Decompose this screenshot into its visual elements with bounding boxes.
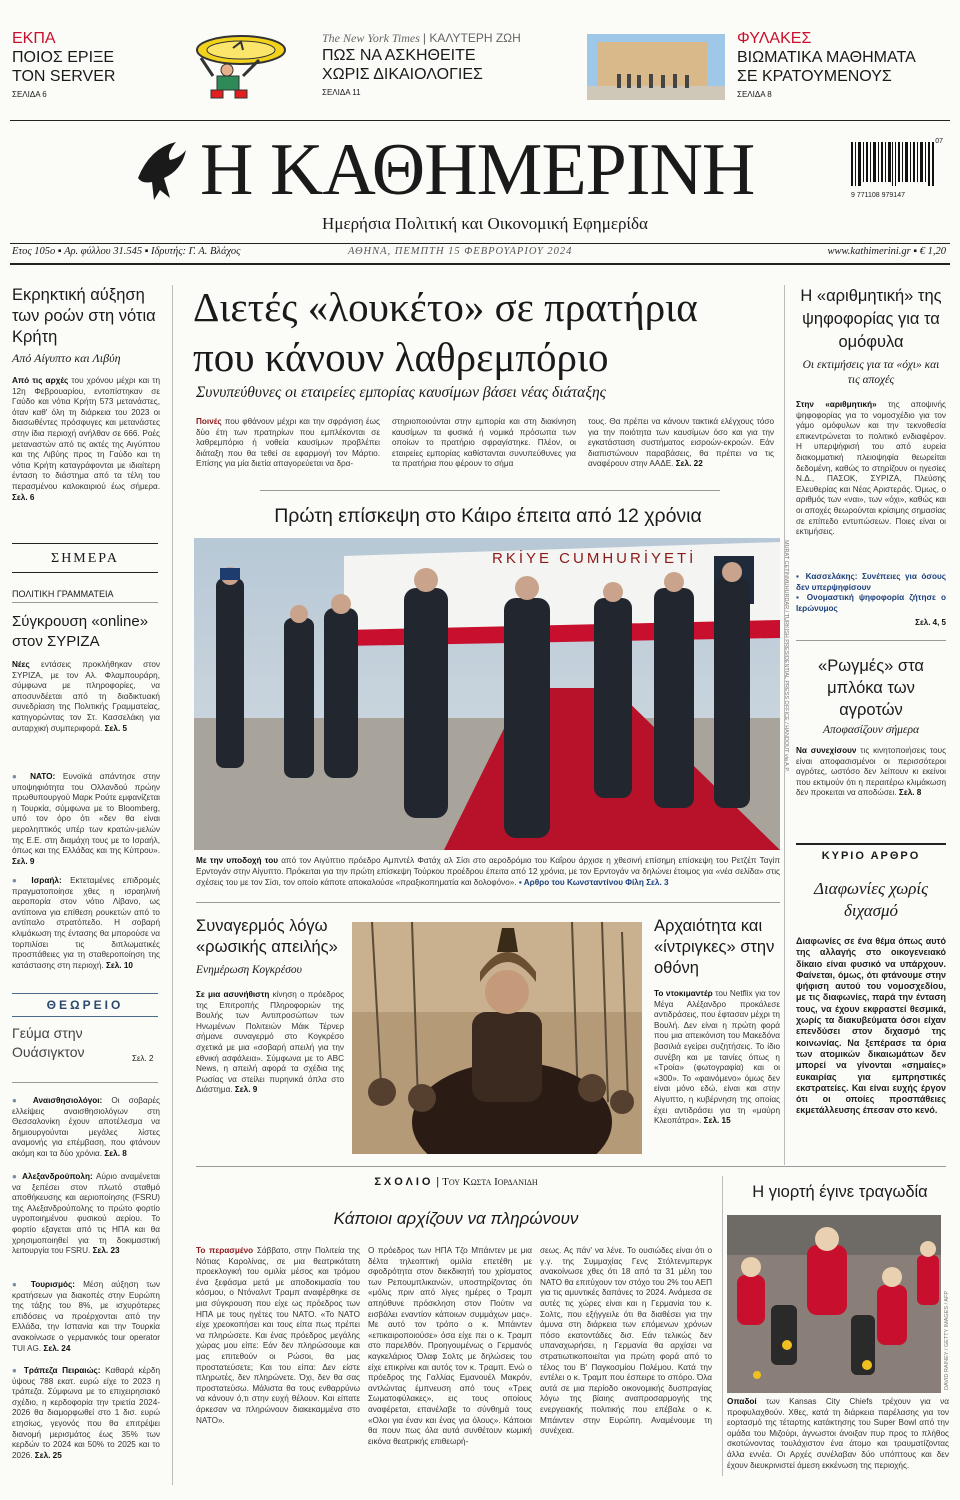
teaser-title: ΒΙΩΜΑΤΙΚΑ ΜΑΘΗΜΑΤΑ bbox=[737, 49, 916, 66]
masthead-divider bbox=[10, 243, 950, 244]
russia-story bbox=[196, 916, 344, 1128]
lead-headline-line: που κάνουν λαθρεμπόριο bbox=[193, 334, 609, 380]
today-label: ΣΗΜΕΡΑ bbox=[51, 551, 119, 566]
column-separator bbox=[722, 1176, 723, 1476]
ballot-bullet[interactable]: ▪ Ονομαστική ψηφοφορία ζήτησε ο Ιερώνυμος bbox=[796, 593, 946, 613]
teaser-title: ΣΕ ΚΡΑΤΟΥΜΕΝΟΥΣ bbox=[737, 68, 892, 85]
alexander-story bbox=[654, 916, 780, 1159]
barcode-issue: 07 bbox=[935, 138, 943, 145]
website-price[interactable]: www.kathimerini.gr ▪ € 1,20 bbox=[827, 246, 946, 257]
issue-date: ΑΘΗΝΑ, ΠΕΜΠΤΗ 15 ΦΕΒΡΟΥΑΡΙΟΥ 2024 bbox=[348, 246, 573, 257]
lead-body-col3: τους. Θα πρέπει να κάνουν τακτικά ελέγχους τόσο για την ποιότητα των καυσίμων όσο και για την εγκατάσταση συστήματος εισροών-εκροών. Εάν διαπιστώνουν παραβάσεις, θα πρέπει να τις αναφέρουν στην ΑΑΔΕ. Σελ. 22 bbox=[588, 417, 774, 469]
editorial-body: Διαφωνίες σε ένα θέμα όπως αυτό της αλλαγής στο οικογενειακό δίκαιο είναι φυσικό να υπάρχουν. Φαίνεται, όμως, ότι φτάνουμε στην ψήφιση αυτού του νομοσχεδίου, με τις διαφωνίες, παρά την ένταση τους, να έχουν εκφραστεί θεσμικά, χωρίς τα διακυβεύματα όσοι είχαν επενδύσει στον διχασμό της κοινωνίας. Να ξεπέρασε τα όρια των ατομικών δικαιωμάτων δεν μπορεί να γίνονται «σημαίες» ευκαιρίας για εμπρηστικές εκστρατείες. Και είναι ευχής έργον ότι οι οποίες προσπάθειες εκμετάλλευσης έπεσαν στο κενό. bbox=[796, 936, 946, 1116]
barcode bbox=[851, 138, 943, 202]
teaser-title: ΠΩΣ ΝΑ ΑΣΚΗΘΕΙΤΕ bbox=[322, 47, 476, 64]
theoreio-title[interactable]: Γεύμα στην Ουάσιγκτον bbox=[12, 1025, 85, 1060]
bullet-item[interactable]: ● ΝΑΤΟ: Ευνοϊκά απάντησε στην υποψηφιότητα του Ολλανδού πρώην πρωθυπουργού Μαρκ Ρούτε εμφανίζεται η Τουρκία, σύμφωνα με το Bloomberg, υπό τον όρο ότι «δεν θα είναι μεροληπτικός υπέρ των κρατών-μελών της Ε.Ε. στη διαμάχη τους με το Ισραήλ, όπως και της Ελλάδας και της Κύπρου». Σελ. 9 bbox=[12, 772, 160, 866]
left-divider bbox=[12, 572, 158, 573]
right-column-ballot bbox=[796, 285, 946, 627]
top-divider bbox=[10, 120, 950, 121]
lead-divider bbox=[260, 490, 720, 491]
teaser-title: ΧΩΡΙΣ ΔΙΚΑΙΟΛΟΓΙΕΣ bbox=[322, 66, 483, 83]
story-body: Να συνεχίσουν τις κινητοποιήσεις τους είναι αποφασισμένοι οι περισσότεροι αγρότες, ωστόσο δεν λείπουν κι εκείνοι που εκτιμούν ότι η περαιτέρω κλιμάκωση δεν προκειται να αποδώσει. Σελ. 8 bbox=[796, 746, 946, 798]
story-body: Από τις αρχές του χρόνου μέχρι και τη 12η Φεβρουαρίου, εντοπίστηκαν σε Γαύδο και νότια Κρήτη 573 μετανάστες, όταν καθ' όλη τη διάρκεια του 2023 οι διασωθέντες πρόσφυγες και μετανάστες στην ίδια περιοχή ανήλθαν σε 666. Ροές μεταναστών από τις ακτές της Αιγύπτου και της Λιβύης προς τη Γαύδο και τη νότια Κρήτη καταγράφονται με ιδιαίτερη ένταση το διάστημα από τα τέλη του περασμένου καλοκαιριού έως σήμερα. Σελ. 6 bbox=[12, 376, 160, 502]
story-title[interactable]: «Ρωγμές» στα μπλόκα των αγροτών bbox=[818, 657, 924, 719]
story-dek: Ενημέρωση Κογκρέσου bbox=[196, 964, 302, 976]
photo-headline[interactable]: Πρώτη επίσκεψη στο Κάιρο έπειτα από 12 χρόνια bbox=[274, 505, 702, 527]
commentary-title[interactable]: Κάποιοι αρχίζουν να πληρώνουν bbox=[333, 1209, 579, 1228]
left-column bbox=[12, 285, 160, 512]
festival-photo-credit: DAVID RAINEY / GETTY IMAGES / AFP bbox=[944, 1290, 950, 1390]
festival-caption: Οπαδοί των Kansas City Chiefs τρέχουν για να προφυλαχθούν. Χθες, κατά τη διάρκεια παρέλασης για τον εορτασμό της τέταρτης κατάκτησης του Super Bowl από την ομάδα του Μιζούρι, άγνωστοι άνοιξαν πυρ προς το πλήθος σκοτώνοντας τουλάχιστον ένα άτομο και τραυματίζοντας άλλα εννέα. Οι Αρχές συνέλαβαν δύο υπόπτους και δεν έχουν διευκρινιστεί άμεση εκκένωση της περιοχής. bbox=[727, 1397, 949, 1470]
left-bullets-1 bbox=[12, 772, 160, 982]
story-title[interactable]: Συναγερμός λόγω «ρωσικής απειλής» bbox=[196, 917, 338, 956]
masthead-divider-bottom bbox=[10, 263, 950, 265]
editorial-label: ΚΥΡΙΟ ΑΡΘΡΟ bbox=[821, 850, 921, 862]
left-column-syriza bbox=[12, 612, 160, 734]
commentary-header: ΣΧΟΛΙΟ | Του Κωστα Ιορδανιδη bbox=[374, 1176, 538, 1188]
teaser-illustration bbox=[183, 30, 303, 100]
lead-dek: Συνυπεύθυνες οι εταιρείες εμπορίας καυσίμων βάσει νέας διάταξης bbox=[196, 384, 606, 401]
barcode-number: 9 771108 979147 bbox=[851, 192, 905, 199]
story-title[interactable]: Εκρηκτική αύξηση των ροών στη νότια Κρήτη bbox=[12, 286, 156, 346]
commentary-label: ΣΧΟΛΙΟ bbox=[374, 1176, 434, 1188]
story-body: Σε μια ασυνήθιστη κίνηση ο πρόεδρος της Επιτροπής Πληροφοριών της Βουλής των Αντιπροσώπων των Ηνωμένων Πολιτειών Μάικ Τέρνερ σήμανε συναγερμό στο Κογκρέσο σχετικά με μια «σοβαρή απειλή για την εθνική ασφάλεια». Σύμφωνα με το ABC News, η απειλή αφορά τα σχέδια της Ρωσίας να στείλει πυρηνικά όπλα στο Διάστημα. Σελ. 9 bbox=[196, 990, 344, 1095]
bullet-item[interactable]: ● Αναισθησιολόγοι: Οι σοβαρές ελλείψεις αναισθησιολόγων στη Θεσσαλονίκη έχουν αποτέλεσμα να δημιουργούνται μεγάλες λίστες αναμονής για επέμβαση, που φτάνουν ακόμη και τα δύο χρόνια. Σελ. 8 bbox=[12, 1096, 160, 1158]
lead-headline-line: Διετές «λουκέτο» σε πρατήρια bbox=[193, 284, 698, 330]
troy-film-photo bbox=[352, 922, 642, 1154]
right-column-farmers bbox=[796, 655, 946, 812]
section-divider bbox=[196, 902, 780, 903]
story-dek: Από Αίγυπτο και Λιβύη bbox=[12, 351, 121, 365]
story-body: Νέες εντάσεις προκλήθηκαν στον ΣΥΡΙΖΑ, με τον Αλ. Φλαμπουράρη, σύμφωνα με πληροφορίες, να αποσυνδέεται από τη διαδικτυακή συνεδρίαση της Πολιτικής Γραμματείας, κατηγορώντας τον Στ. Κασσελάκη για αυταρχική συμπεριφορά. Σελ. 5 bbox=[12, 660, 160, 733]
left-divider bbox=[12, 543, 158, 544]
plane-livery-text: RKİYE CUMHURİYETİ bbox=[492, 550, 697, 567]
story-title[interactable]: Η «αριθμητική» της ψηφοφορίας για τα ομόφυλα bbox=[800, 287, 942, 351]
masthead-logo-icon bbox=[130, 138, 190, 204]
teaser-title: ΤΟΝ SERVER bbox=[12, 68, 116, 85]
left-divider bbox=[12, 1082, 158, 1083]
teaser-page: ΣΕΛΙΔΑ 6 bbox=[12, 90, 47, 99]
lead-body-col2: στηριοποιούνται στην εμπορία και στη διακίνηση καυσίμων τα φυσικά ή νομικά πρόσωπα των οποίων το πρατήριο σφραγίστηκε. Πλέον, οι εταιρείες εμπορίας καθίστανται συνυπεύθυνες για τα πρατήρια που φέρουν το σήμα bbox=[392, 417, 576, 469]
theoreio-label: ΘΕΩΡΕΙΟ bbox=[46, 998, 124, 1012]
teaser-page: ΣΕΛΙΔΑ 11 bbox=[322, 88, 361, 97]
left-bullets-2 bbox=[12, 1096, 160, 1472]
commentary-col1: Το περασμένο Σάββατο, στην Πολιτεία της Νότιας Καρολίνας, σε μια θεατρικότατη προεκλογική του ομιλία μέσος και τρόμου ένα ξεφάσμα μετά με αποδοκιμασία του κόσμου, ο Ντόναλντ Τραμπ αναφέρθηκε σε μια σύγκρουση που είχε ως πρόεδρος των ΗΠΑ με τους ηγέτες του ΝΑΤΟ. «Το ΝΑΤΟ είχε χρεοκοπήσει και τους είπα πως πρέπει να πληρώσετε. Και ένας πρόεδρος μεγάλης χώρας μου είπε: Εάν δεν πληρώσουμε και μας επιτεθούν οι Ρώσοι, θα μας προστατεύσετε; Και του είπα: Δεν είστε πληρωτές, δεν πληρώνετε. Όχι, δεν θα σας προστατεύσω. Μάλιστα θα τους ενθαρρύνω να κάνουν ό,τι στην ευχή θέλουν. Και είπατε άρκεσαν να πληρώνουν διακεκαμμένα στο ΝΑΤΟ». bbox=[196, 1246, 360, 1425]
bullet-item[interactable]: ● Αλεξανδρούπολη: Αύριο αναμένεται να ξεπέσει στον πλωτό σταθμό αποθήκευσης και αεριοποίησης (FSRU) της Αλεξανδρούπολης το πρώτο φορτίο υγροποιημένου φυσικού αερίου. Το φορτίο εξαγεται από τις ΗΠΑ και θα χρησιμοποιηθεί για τη δοκιμαστική λειτουργία του FSRU. Σελ. 23 bbox=[12, 1172, 160, 1256]
nyt-logo: The New York Times bbox=[322, 31, 420, 45]
ballot-bullet[interactable]: ▪ Κασσελάκης: Συνέπειες για όσους δεν υπερψηφίσουν bbox=[796, 572, 946, 592]
section-divider bbox=[12, 602, 158, 603]
teaser-kicker: ΦΥΛΑΚΕΣ bbox=[737, 30, 812, 47]
story-body: Το ντοκιμαντέρ του Netflix για τον Μέγα Αλέξανδρο προκάλεσε αντιδράσεις, που έφτασαν μέχρι τη Βουλή. Δεν είναι η πρώτη φορά που μια απεικόνιση του Μακεδόνα βασιλιά εγείρει συζητήσεις. Το ίδιο συνέβη και με ταινίες όπως η «Τροία» (φωτογραφία) και οι «300». Το «φαινόμενο» όμως δεν είναι μόνο εδώ, είναι και στην Αίγυπτο, η κυβέρνηση της οποίας έχει αντιδράσει για τη «μαύρη Κλεοπάτρα». Σελ. 15 bbox=[654, 989, 780, 1126]
bullet-item[interactable]: ● Τουρισμός: Μέση αύξηση των κρατήσεων για διακοπές στην Ευρώπη της τάξης του 8%, με ισχυρότερες επιδόσεις να προέρχονται από την Ελλάδα, την Ισπανία και την Τουρκία ανακοίνωσε ο γερμανικός tour operator TUI AG. Σελ. 24 bbox=[12, 1280, 160, 1353]
teaser-ekpa[interactable] bbox=[12, 30, 172, 110]
lead-body-col1: Ποινές που φθάνουν μέχρι και την σφράγιση έως δύο έτη των πρατηρίων που εμπλέκονται σε λαθρεμπόριο ή νοθεία καυσίμων προβλέπει διάταξη που θα τεθεί σε εφαρμογή τον Μάρτιο. Επίσης για μία διετία απαγορεύεται να δρα- bbox=[196, 417, 380, 469]
bullet-item[interactable]: ● Ισραήλ: Εκτεταμένες επιδρομές πραγματοποίησε χθες η ισραηλινή αεροπορία στον νότιο Λίβανο, ως αντίποινα για επίθεση ρουκετών από το αντίπαλο στρατόπεδο. Η σοβαρή κλιμάκωση της έντασης θα μπορούσε να τορπιλίσει τις διπλωματικές προσπάθειες για τη σταθεροποίηση της κατάστασης στη περιοχή. Σελ. 10 bbox=[12, 876, 160, 970]
bullet-item[interactable]: ● Τράπεζα Πειραιώς: Καθαρά κέρδη ύψους 788 εκατ. ευρώ είχε το 2023 η τράπεζα. Σύμφωνα με το επιχειρησιακό σχέδιο, η κερδοφορία την τριετία 2024-2026 θα διαμορφωθεί στο 1 δισ. ευρώ ετησίως, γεγονός που θα επιτρέψει διανομή μερισμάτος έως 35% των κερδών το 2024 και 50% το 2025 και το 2026. Σελ. 25 bbox=[12, 1366, 160, 1460]
issue-info: Ετος 105ο ▪ Αρ. φύλλου 31.545 ▪ Ιδρυτής: Γ. Α. Βλάχος bbox=[12, 246, 241, 257]
story-title[interactable]: Αρχαιότητα και «ίντριγκες» στην οθόνη bbox=[654, 917, 775, 977]
teaser-prison-photo bbox=[587, 34, 725, 100]
commentary-author: Του Κωστα Ιορδανιδη bbox=[442, 1176, 538, 1188]
teaser-prisons[interactable] bbox=[737, 30, 952, 110]
teaser-kicker: ΚΑΛΥΤΕΡΗ ΖΩΗ bbox=[429, 31, 521, 45]
story-ref[interactable]: Σελ. 4, 5 bbox=[915, 618, 946, 628]
newspaper-title: Η ΚΑΘΗΜΕΡΙΝΗ bbox=[200, 129, 755, 211]
editorial-title[interactable]: Διαφωνίες χωρίς διχασμό bbox=[813, 879, 929, 920]
section-divider bbox=[196, 1166, 946, 1167]
photo-credit: MURAT CETINMUHURDAR / TURKISH PRESIDENTIAL PRESS OFFICE / HANDOUT via A.P. bbox=[783, 540, 789, 772]
theoreio-divider bbox=[12, 1016, 158, 1017]
story-dek: Οι εκτιμήσεις για τα «όχι» και τις αποχές bbox=[802, 359, 940, 386]
commentary-col3: σεως. Ας πάν' να λένε. Το ουσιώδες είναι ότι ο γ.γ. της Συμμαχίας Γενς Στόλτενμπεργκ ανακοίνωσε χθες ότι 18 από τα 31 μέλη του ΝΑΤΟ θα επιτύχουν τον στόχο του 2% του ΑΕΠ για τις αμυντικές δαπάνες το 2024. Ανάμεσα σε αυτές τις χώρες είναι και η Γερμανία του κ. Σολτς, που εξήγγειλε ότι θα διαθέσει για την άμυνα στη διάρκεια των επόμενων χρόνων πόσο εκατοντάδες δισ. Εάν τελικώς δεν υπαναχωρήσει, η Γερμανία θα αρχίσει να στρατιωτικοποιείται για πρώτη φορά από το τέλος του Β' Παγκοσμίου Πολέμου. Κατά την εντέλει ο κ. Τραμπ που έσπειρε το σπόρο. Όλα αυτά σε μια περίοδο οικονομικής δυσπραγίας λόγω της βίαιης αναπροσαρμογής της ενεργειακής πολιτικής που επέβαλε ο κ. Μπάιντεν στην Ευρώπη. Αναμένουμε τη συνέχεια. bbox=[540, 1246, 712, 1436]
kansas-parade-photo bbox=[727, 1215, 941, 1393]
theoreio-ref[interactable]: Σελ. 2 bbox=[132, 1054, 154, 1063]
erdogan-sisi-photo bbox=[194, 538, 780, 850]
teaser-title: ΠΟΙΟΣ ΕΡΙΞΕ bbox=[12, 49, 115, 66]
lead-headline[interactable] bbox=[193, 282, 779, 382]
editorial-divider bbox=[796, 843, 946, 845]
theoreio-divider bbox=[12, 993, 158, 994]
story-dek: Αποφασίζουν σήμερα bbox=[822, 724, 920, 736]
newspaper-subtitle: Ημερήσια Πολιτική και Οικονομική Εφημερίδα bbox=[322, 214, 648, 233]
teaser-kicker: ΕΚΠΑ bbox=[12, 30, 56, 47]
section-label: ΠΟΛΙΤΙΚΗ ΓΡΑΜΜΑΤΕΙΑ bbox=[12, 589, 114, 599]
right-divider bbox=[796, 640, 946, 641]
festival-title[interactable]: Η γιορτή έγινε τραγωδία bbox=[752, 1183, 928, 1201]
column-separator bbox=[172, 285, 173, 1485]
story-body: Στην «αριθμητική» της αποψινής ψηφοφορίας για το νομοσχέδιο για τον γάμο ομόφυλων και την τεκνοθεσία επικεντρώνεται το πολιτικό ενδιαφέρον. Η υπερψήφισή του από ευρεία διακομματική πλειοψηφία θεωρείται δεδομένη, καθώς το στηρίζουν οι ηγεσίες Ν.Δ., ΠΑΣΟΚ, ΣΥΡΙΖΑ, Πλεύσης Ελευθερίας και Νέας Αριστεράς. Όμως, ο αριθμός των «ναι», των «όχι», καθώς και οι αποχές θεωρούνται κρίσιμης σημασίας σε επίπεδο εντυπώσεων. Ποιες είναι οι εκτιμήσεις. bbox=[796, 400, 946, 537]
commentary-col2: Ο πρόεδρος των ΗΠΑ Τζο Μπάιντεν με μια δέλτα τηλεοπτική ομιλία επετέθη με σφοδρότητα στον διεκδικητή του χρίσματος των Ρεπουμπλικανών, υποστηρίζοντας ότι «μόλις πριν από λίγες ημέρες ο Τραμπ απηύθυνε πρόσκληση στον Πούτιν να εισβάλει εναντίον κάποιων συμμάχων μας». Με αυτό τον τρόπο ο κ. Μπάιντεν «επικαιροποιούσε» όσα είχε πει ο κ. Τραμπ στο παρελθόν. Προηγουμένως ο Γερμανός καγκελάριος Όλαφ Σολτς με δηλώσεις του είχε επικρίνει και αυτός τον κ. Τραμπ. Ενώ ο πρόεδρος της Γαλλίας Εμανουέλ Μακρόν, αντλώντας έμπνευση από τους «Τρεις Σωματοφύλακες», εις τους οποίους αναφέρεται, επανέλαβε το σύνθημά τους «Ολοι για έναν και ένας για όλους». Κάποιοι θα πουν πως όλα αυτά συνθέτουν κωμική εικόνα θεατρικής επιθεωρή- bbox=[368, 1246, 532, 1446]
teaser-nyt[interactable]: The New York Times | ΚΑΛΥΤΕΡΗ ΖΩΗ ΠΩΣ ΝΑ ΑΣΚΗΘΕΙΤΕ ΧΩΡΙΣ ΔΙΚΑΙΟΛΟΓΙΕΣ ΣΕΛΙΔΑ 11 bbox=[322, 30, 562, 110]
photo-caption: Με την υποδοχή του από τον Αιγύπτιο πρόεδρο Αμπντέλ Φατάχ αλ Σίσι στο αεροδρόμιο του Καΐρου άρχισε η χθεσινή επίσημη επίσκεψη του Ρετζέπ Ταγίπ Ερντογάν στην Αίγυπτο. Πρόκειται για την πρώτη επίσκεψη Τούρκου προέδρου έπειτα από 12 χρόνια, με τον Ερντογάν να δηλώνει έτοιμος για «νέα σελίδα» στις σχέσεις του με τον Σίσι, τον οποίο κάποτε αποκαλούσε «πραξικοπηματία και δολοφόνο». ▪ Αρθρο του Κωνσταντίνου Φίλη Σελ. 3 bbox=[196, 856, 780, 887]
story-title[interactable]: Σύγκρουση «online» στον ΣΥΡΙΖΑ bbox=[12, 613, 149, 650]
teaser-page: ΣΕΛΙΔΑ 8 bbox=[737, 90, 772, 99]
